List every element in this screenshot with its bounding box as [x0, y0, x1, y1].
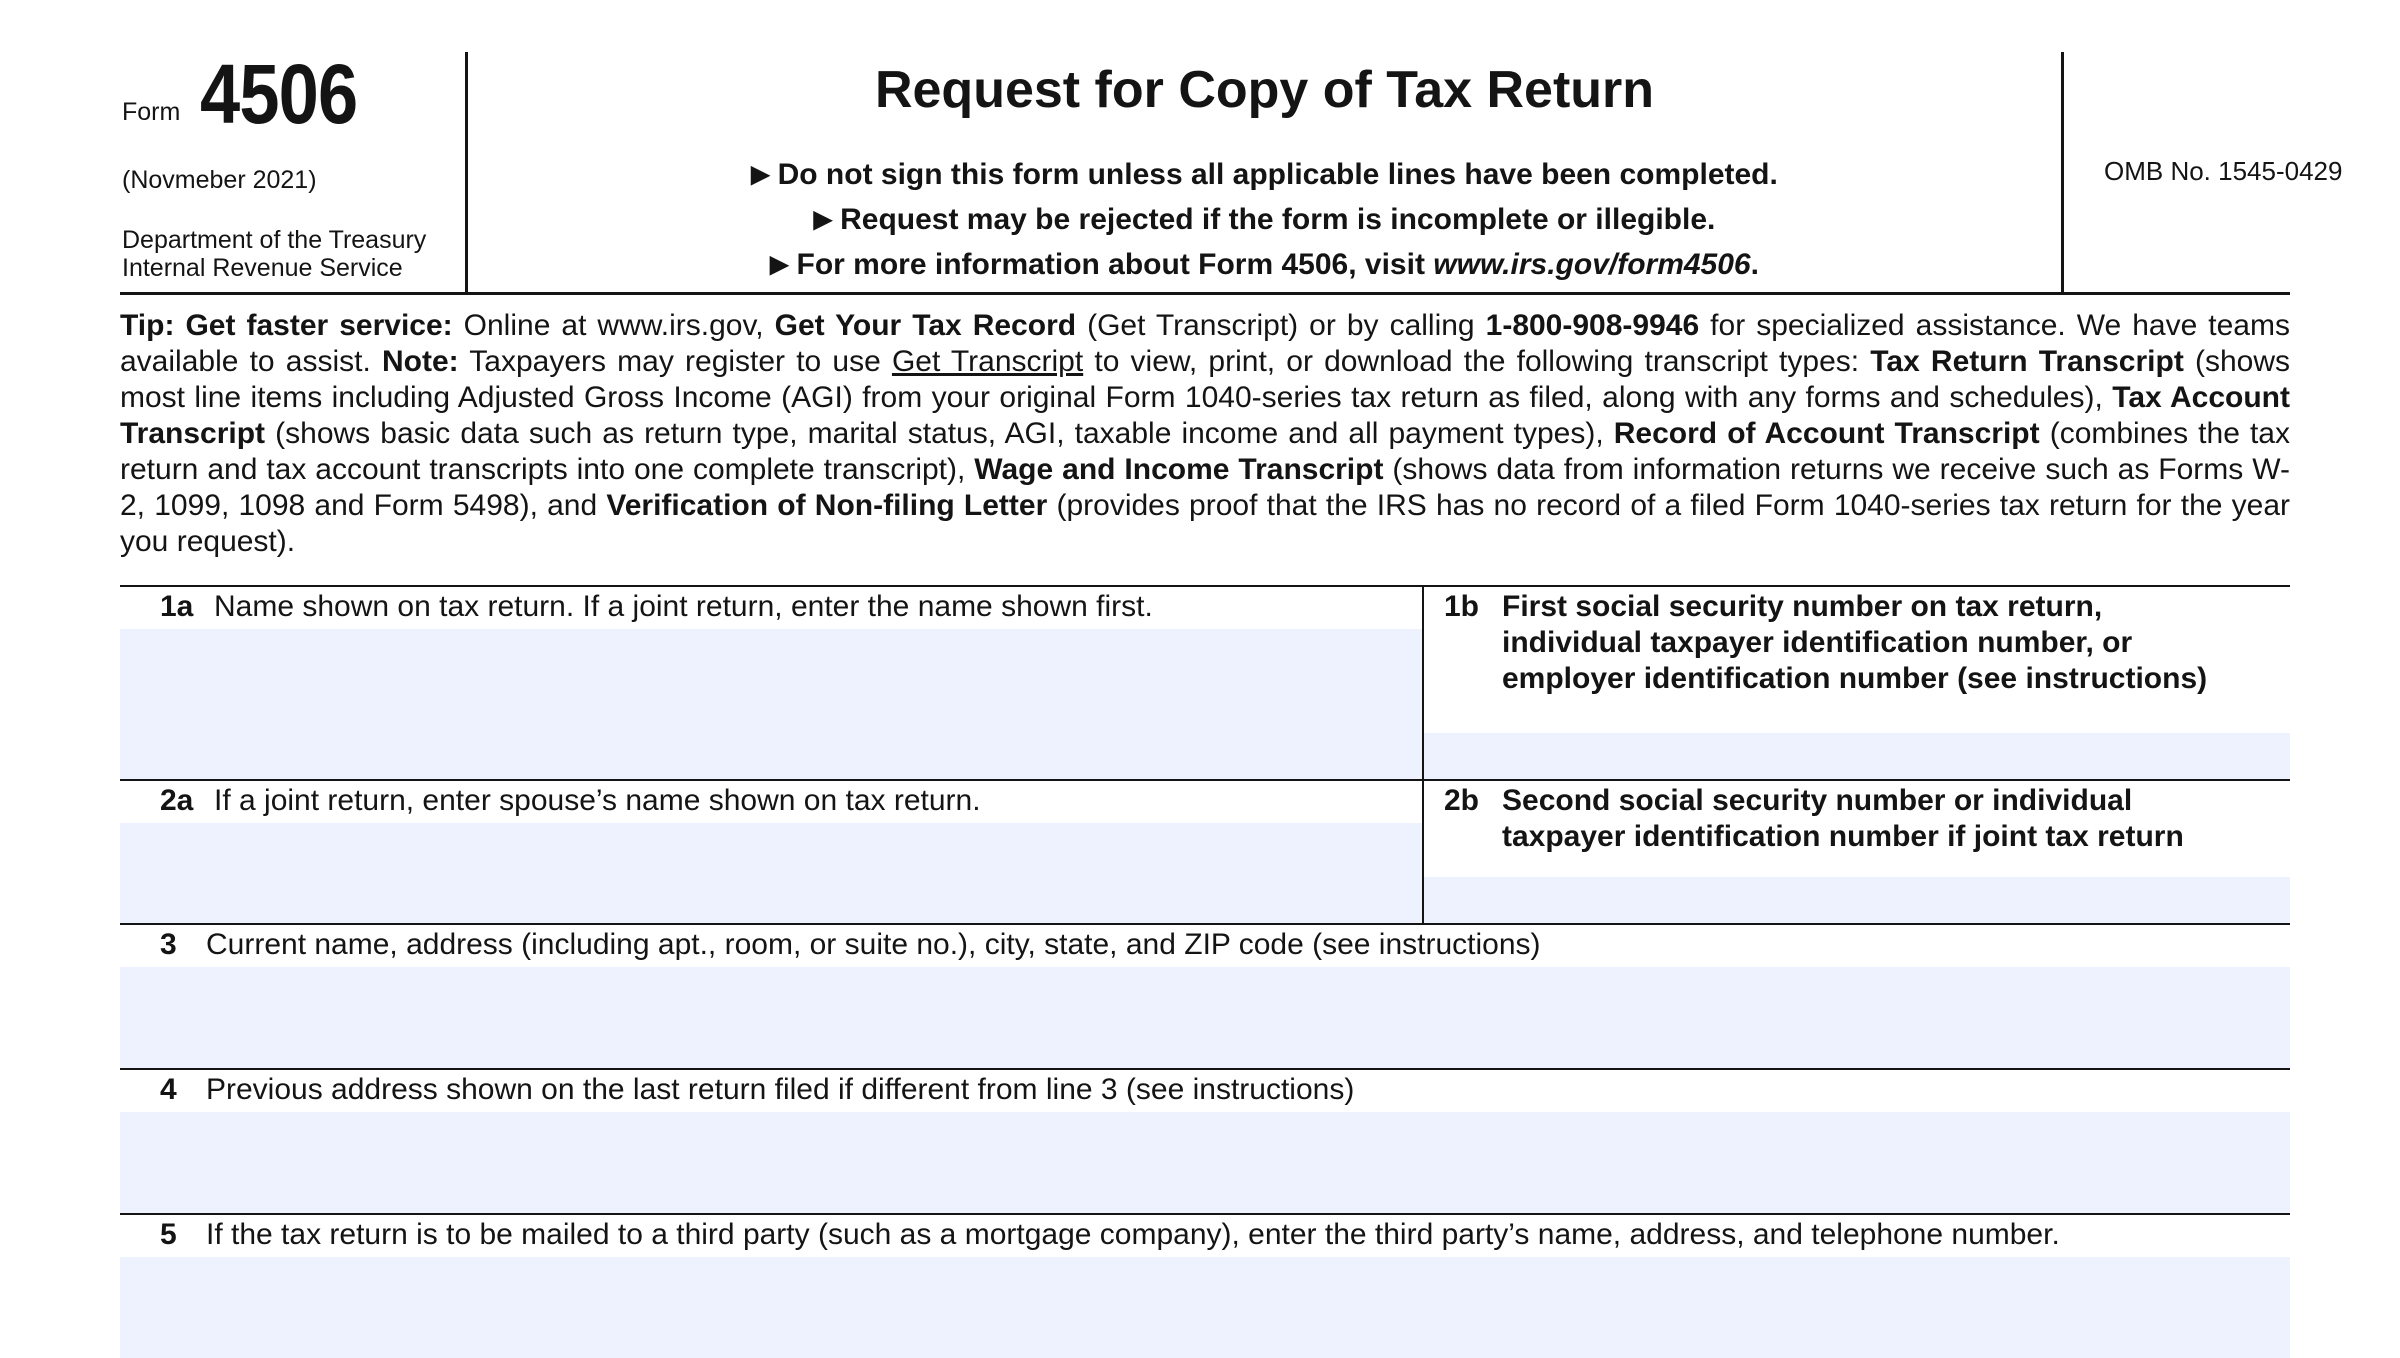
- form-header: [120, 47, 2343, 295]
- department-name: Department of the Treasury Internal Revenue Service: [122, 226, 427, 282]
- header-note-2: ▶ Request may be rejected if the form is incomplete or illegible.: [813, 203, 1716, 236]
- line-5-label: 5 If the tax return is to be mailed to a third party (such as a mortgage company), enter the third party’s name, address, and telephone number.: [160, 1218, 2060, 1251]
- form-revision-date: (Novmeber 2021): [122, 166, 317, 194]
- get-transcript-link[interactable]: Get Transcript: [891, 345, 1084, 378]
- line-1b-label: 1b First social security number on tax return, individual taxpayer identification number, or employer identification number (see instructions): [1444, 590, 2208, 695]
- line-4-previous-address-field[interactable]: [120, 1112, 2290, 1215]
- line-1b-cell: [1424, 587, 2290, 781]
- row-line-1: [120, 585, 2290, 781]
- header-notes: [468, 152, 2061, 287]
- form-4506-page: [120, 0, 2343, 1350]
- triangle-right-icon: ▶: [813, 206, 833, 233]
- form-title: Request for Copy of Tax Return: [874, 61, 1655, 119]
- form-id-block: [120, 47, 468, 292]
- line-5-third-party-field[interactable]: [120, 1257, 2290, 1358]
- header-note-3: ▶ For more information about Form 4506, visit www.irs.gov/form4506.: [770, 248, 1759, 281]
- triangle-right-icon: ▶: [770, 251, 789, 278]
- omb-number: OMB No. 1545-0429: [2104, 156, 2343, 186]
- line-1a-name-field[interactable]: [120, 629, 1422, 781]
- row-line-3: [120, 923, 2290, 1070]
- line-2b-ssn-field[interactable]: [1424, 877, 2290, 925]
- line-2a-label: 2a If a joint return, enter spouse’s name shown on tax return.: [160, 784, 981, 817]
- title-block: [468, 52, 2061, 292]
- tip-paragraph: Tip: Get faster service: Online at www.irs.gov, Get Your Tax Record (Get Transcript) or by calling 1-800-908-9946 for specialized assistance. We have teams available to assist. Note: Taxpayers may register to use Get Transcript to view, print, or download the following transcript types: Tax Return Transcript (shows most line items including Adjusted Gross Income (AGI) from your original Form 1040-series tax return as filed, along with any forms and schedules), Tax Account Transcript (shows basic data such as return type, marital status, AGI, taxable income and all payment types), Record of Account Transcript (combines the tax return and tax account transcripts into one complete transcript), Wage and Income Transcript (shows data from information returns we receive such as Forms W-2, 1099, 1098 and Form 5498), and Verification of Non-filing Letter (provides proof that the IRS has no record of a filed Form 1040-series tax return for the year you request).: [120, 309, 2291, 558]
- line-1a-cell: [120, 587, 1422, 781]
- header-note-1: ▶ Do not sign this form unless all applicable lines have been completed.: [751, 158, 1778, 191]
- form-label: Form: [122, 98, 181, 126]
- line-2a-spouse-name-field[interactable]: [120, 823, 1422, 925]
- triangle-right-icon: ▶: [751, 161, 770, 188]
- form-number: 4506: [200, 47, 358, 141]
- line-2b-cell: [1424, 781, 2290, 925]
- row-line-5: [120, 1213, 2290, 1358]
- line-2a-cell: [120, 781, 1422, 925]
- line-1a-label: 1a Name shown on tax return. If a joint return, enter the name shown first.: [160, 590, 1153, 623]
- line-1b-ssn-field[interactable]: [1424, 733, 2290, 781]
- line-3-label: 3 Current name, address (including apt., room, or suite no.), city, state, and ZIP code (see instructions): [160, 928, 1541, 961]
- line-3-current-address-field[interactable]: [120, 967, 2290, 1070]
- row-line-4: [120, 1068, 2290, 1215]
- line-2b-label: 2b Second social security number or individual taxpayer identification number if joint tax return: [1444, 784, 2184, 853]
- phone-number: 1-800-908-9946: [1485, 309, 1700, 342]
- omb-block: [2061, 52, 2343, 292]
- irs-form-link[interactable]: www.irs.gov/form4506: [1433, 248, 1751, 281]
- line-4-label: 4 Previous address shown on the last return filed if different from line 3 (see instructions): [160, 1073, 1355, 1106]
- row-line-2: [120, 779, 2290, 925]
